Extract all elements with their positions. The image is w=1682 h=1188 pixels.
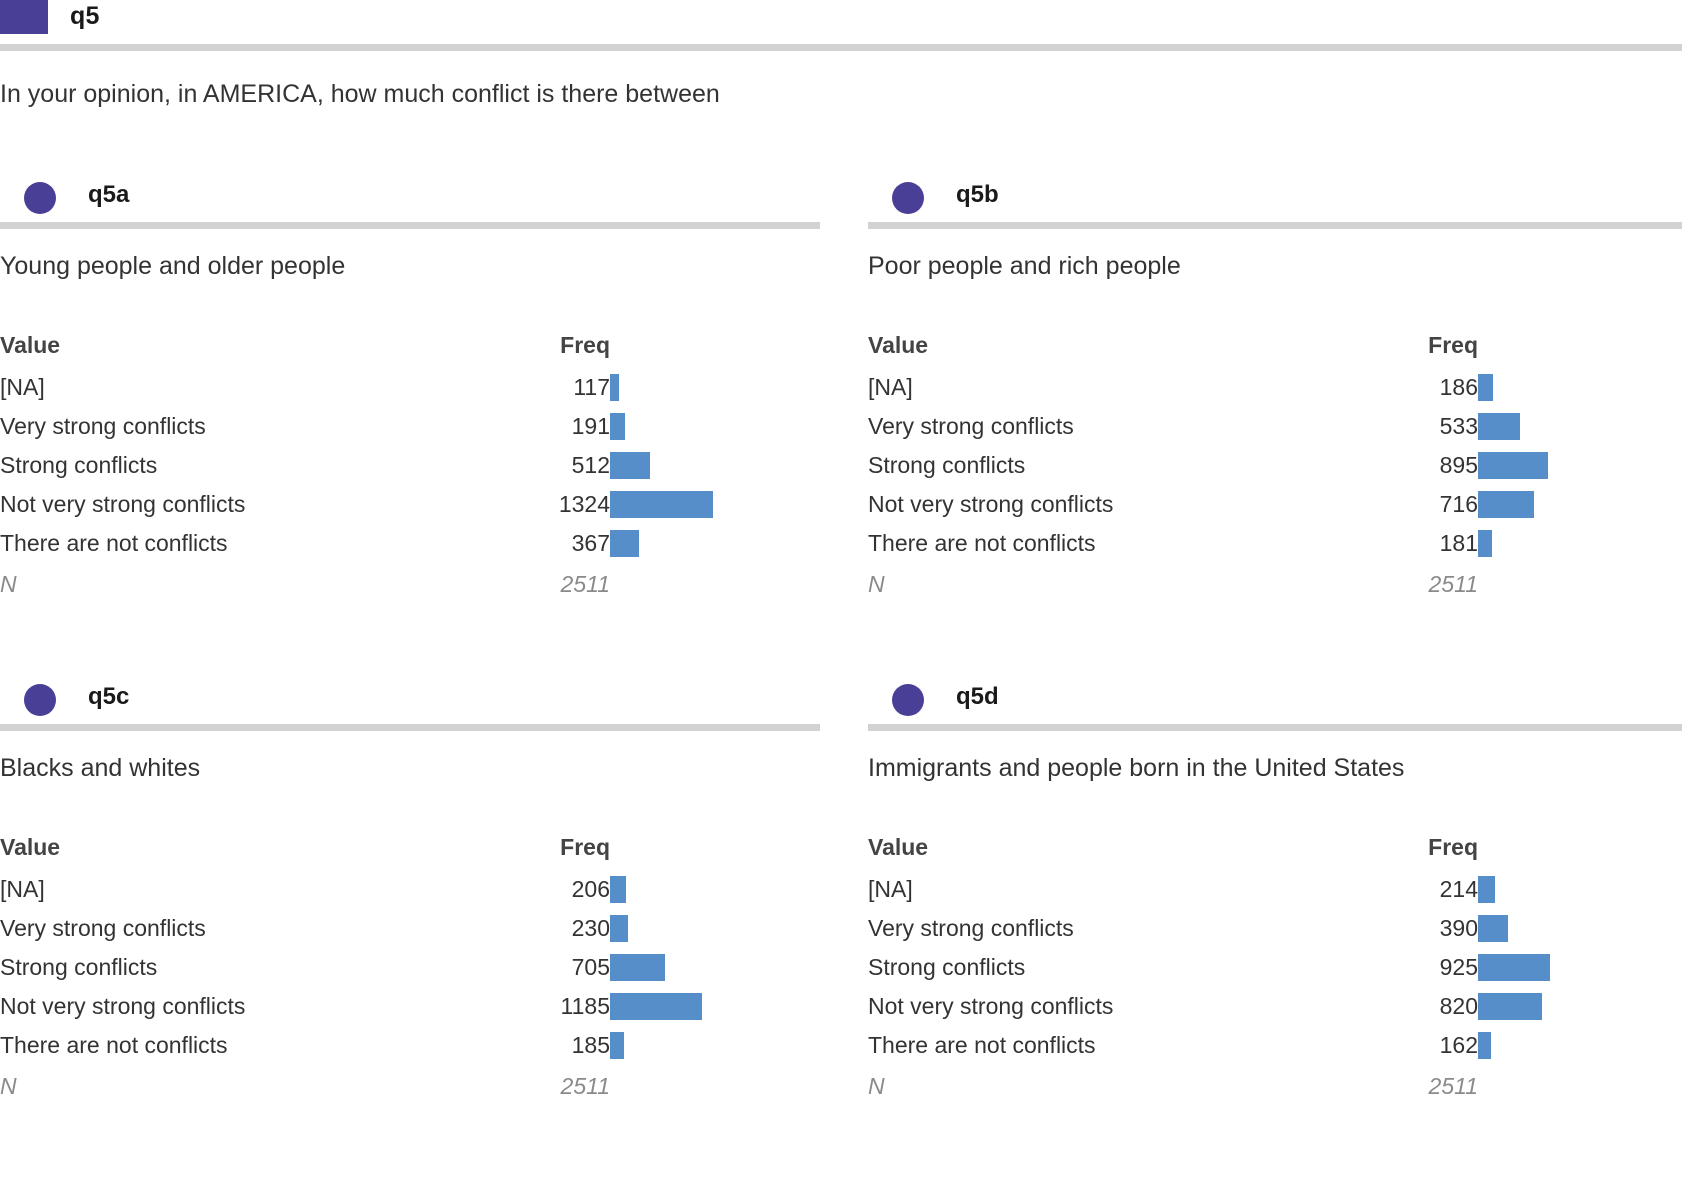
table-row <box>868 948 1682 987</box>
row-value: Not very strong conflicts <box>0 491 246 517</box>
table-row <box>868 368 1682 407</box>
section-header <box>0 0 1682 52</box>
question-id: q5a <box>88 181 130 208</box>
bar <box>1478 954 1550 981</box>
column-header-value: Value <box>868 834 929 860</box>
table-row <box>0 987 820 1026</box>
column-header-value: Value <box>0 834 61 860</box>
frequency-table <box>868 834 1682 1107</box>
table-row <box>0 909 820 948</box>
bar <box>610 491 713 518</box>
row-value: [NA] <box>868 876 913 902</box>
question-block-q5b <box>868 180 1682 597</box>
row-freq: 117 <box>573 374 610 400</box>
table-row <box>0 948 820 987</box>
row-freq: 895 <box>1439 452 1478 478</box>
row-value: Strong conflicts <box>0 452 158 478</box>
question-block-q5d <box>868 682 1682 1099</box>
row-value: Not very strong conflicts <box>868 491 1114 517</box>
bullet-dot-icon <box>892 182 924 214</box>
table-footer-row <box>868 1065 1682 1107</box>
column-header-freq: Freq <box>1428 834 1478 860</box>
question-label: Young people and older people <box>0 252 346 280</box>
row-value: [NA] <box>0 374 45 400</box>
row-freq: 716 <box>1439 491 1478 517</box>
row-value: Not very strong conflicts <box>868 993 1114 1019</box>
bar <box>1478 876 1495 903</box>
bar <box>610 530 639 557</box>
row-value: Strong conflicts <box>868 452 1026 478</box>
footer-spacer <box>610 563 820 605</box>
section-divider <box>0 44 1682 51</box>
n-label: N <box>0 1072 17 1099</box>
bar <box>610 374 619 401</box>
question-divider <box>0 222 820 229</box>
n-value: 2511 <box>1428 570 1478 597</box>
frequency-table <box>868 332 1682 605</box>
n-value: 2511 <box>560 1072 610 1099</box>
row-value: Not very strong conflicts <box>0 993 246 1019</box>
table-row <box>0 1026 820 1065</box>
row-freq: 206 <box>571 876 610 902</box>
row-value: [NA] <box>0 876 45 902</box>
table-footer-row <box>868 563 1682 605</box>
n-value: 2511 <box>560 570 610 597</box>
row-value: Very strong conflicts <box>0 915 206 941</box>
row-value: There are not conflicts <box>0 1032 228 1058</box>
question-block-q5c <box>0 682 820 1099</box>
bar <box>1478 491 1534 518</box>
row-bar-cell <box>610 1026 820 1065</box>
row-bar-cell <box>610 368 820 407</box>
row-bar-cell <box>1478 368 1682 407</box>
column-header-bar <box>1478 834 1682 870</box>
row-freq: 1324 <box>558 491 610 517</box>
question-divider <box>0 724 820 731</box>
row-bar-cell <box>1478 987 1682 1026</box>
frequency-table <box>0 834 820 1107</box>
row-freq: 186 <box>1439 374 1478 400</box>
row-value: Very strong conflicts <box>868 413 1074 439</box>
column-header-freq: Freq <box>560 332 610 358</box>
column-header-bar <box>610 834 820 870</box>
row-freq: 533 <box>1439 413 1478 439</box>
n-label: N <box>868 1072 885 1099</box>
row-bar-cell <box>610 870 820 909</box>
bar <box>610 1032 624 1059</box>
bar <box>610 413 625 440</box>
question-divider <box>868 222 1682 229</box>
table-footer-row <box>0 563 820 605</box>
table-row <box>0 446 820 485</box>
bar <box>1478 915 1508 942</box>
row-freq: 214 <box>1439 876 1478 902</box>
bullet-dot-icon <box>892 684 924 716</box>
table-row <box>0 524 820 563</box>
row-freq: 1185 <box>560 993 610 1019</box>
table-row <box>868 909 1682 948</box>
footer-spacer <box>610 1065 820 1107</box>
question-id: q5b <box>956 181 999 208</box>
table-row <box>868 987 1682 1026</box>
row-bar-cell <box>610 446 820 485</box>
question-label: Immigrants and people born in the United States <box>868 754 1405 782</box>
table-row <box>868 870 1682 909</box>
row-value: There are not conflicts <box>868 530 1096 556</box>
table-header-row <box>0 332 820 368</box>
table-row <box>0 407 820 446</box>
column-header-freq: Freq <box>1428 332 1478 358</box>
table-row <box>868 1026 1682 1065</box>
bar <box>1478 530 1492 557</box>
bullet-dot-icon <box>24 182 56 214</box>
row-bar-cell <box>610 987 820 1026</box>
row-bar-cell <box>610 407 820 446</box>
row-value: Very strong conflicts <box>868 915 1074 941</box>
question-header <box>0 180 820 232</box>
table-row <box>0 870 820 909</box>
row-freq: 512 <box>571 452 610 478</box>
row-value: Strong conflicts <box>0 954 158 980</box>
bullet-dot-icon <box>24 684 56 716</box>
row-freq: 390 <box>1439 915 1478 941</box>
row-freq: 367 <box>571 530 610 556</box>
bar <box>1478 452 1548 479</box>
row-bar-cell <box>610 524 820 563</box>
question-label: Poor people and rich people <box>868 252 1181 280</box>
column-header-value: Value <box>868 332 929 358</box>
row-freq: 185 <box>571 1032 610 1058</box>
row-value: There are not conflicts <box>868 1032 1096 1058</box>
table-row <box>0 485 820 524</box>
row-bar-cell <box>1478 909 1682 948</box>
question-label: Blacks and whites <box>0 754 201 782</box>
table-row <box>0 368 820 407</box>
bar <box>610 876 626 903</box>
row-bar-cell <box>610 909 820 948</box>
bar <box>610 993 702 1020</box>
row-freq: 191 <box>571 413 610 439</box>
section-color-swatch <box>0 0 48 34</box>
table-header-row <box>868 332 1682 368</box>
row-value: There are not conflicts <box>0 530 228 556</box>
row-freq: 820 <box>1439 993 1478 1019</box>
row-bar-cell <box>1478 446 1682 485</box>
row-bar-cell <box>1478 407 1682 446</box>
section-title: q5 <box>70 2 100 30</box>
table-footer-row <box>0 1065 820 1107</box>
question-header <box>868 180 1682 232</box>
bar <box>1478 993 1542 1020</box>
column-header-value: Value <box>0 332 61 358</box>
row-freq: 162 <box>1439 1032 1478 1058</box>
footer-spacer <box>1478 1065 1682 1107</box>
column-header-bar <box>610 332 820 368</box>
column-header-freq: Freq <box>560 834 610 860</box>
row-value: [NA] <box>868 374 913 400</box>
row-value: Strong conflicts <box>868 954 1026 980</box>
row-bar-cell <box>610 948 820 987</box>
bar <box>610 915 628 942</box>
n-label: N <box>868 570 885 597</box>
table-header-row <box>868 834 1682 870</box>
column-header-bar <box>1478 332 1682 368</box>
frequency-table <box>0 332 820 605</box>
row-value: Very strong conflicts <box>0 413 206 439</box>
bar <box>1478 413 1520 440</box>
row-freq: 705 <box>571 954 610 980</box>
question-id: q5c <box>88 683 130 710</box>
table-header-row <box>0 834 820 870</box>
row-bar-cell <box>1478 1026 1682 1065</box>
row-freq: 925 <box>1439 954 1478 980</box>
question-header <box>0 682 820 734</box>
bar <box>610 954 665 981</box>
bar <box>610 452 650 479</box>
table-row <box>868 524 1682 563</box>
n-label: N <box>0 570 17 597</box>
question-header <box>868 682 1682 734</box>
section-prompt: In your opinion, in AMERICA, how much conflict is there between <box>0 80 720 108</box>
question-divider <box>868 724 1682 731</box>
n-value: 2511 <box>1428 1072 1478 1099</box>
row-bar-cell <box>1478 524 1682 563</box>
table-row <box>868 407 1682 446</box>
question-id: q5d <box>956 683 999 710</box>
footer-spacer <box>1478 563 1682 605</box>
row-bar-cell <box>610 485 820 524</box>
table-row <box>868 446 1682 485</box>
row-bar-cell <box>1478 870 1682 909</box>
row-freq: 230 <box>571 915 610 941</box>
table-row <box>868 485 1682 524</box>
question-block-q5a <box>0 180 820 597</box>
bar <box>1478 1032 1491 1059</box>
row-bar-cell <box>1478 485 1682 524</box>
bar <box>1478 374 1493 401</box>
row-bar-cell <box>1478 948 1682 987</box>
row-freq: 181 <box>1439 530 1478 556</box>
